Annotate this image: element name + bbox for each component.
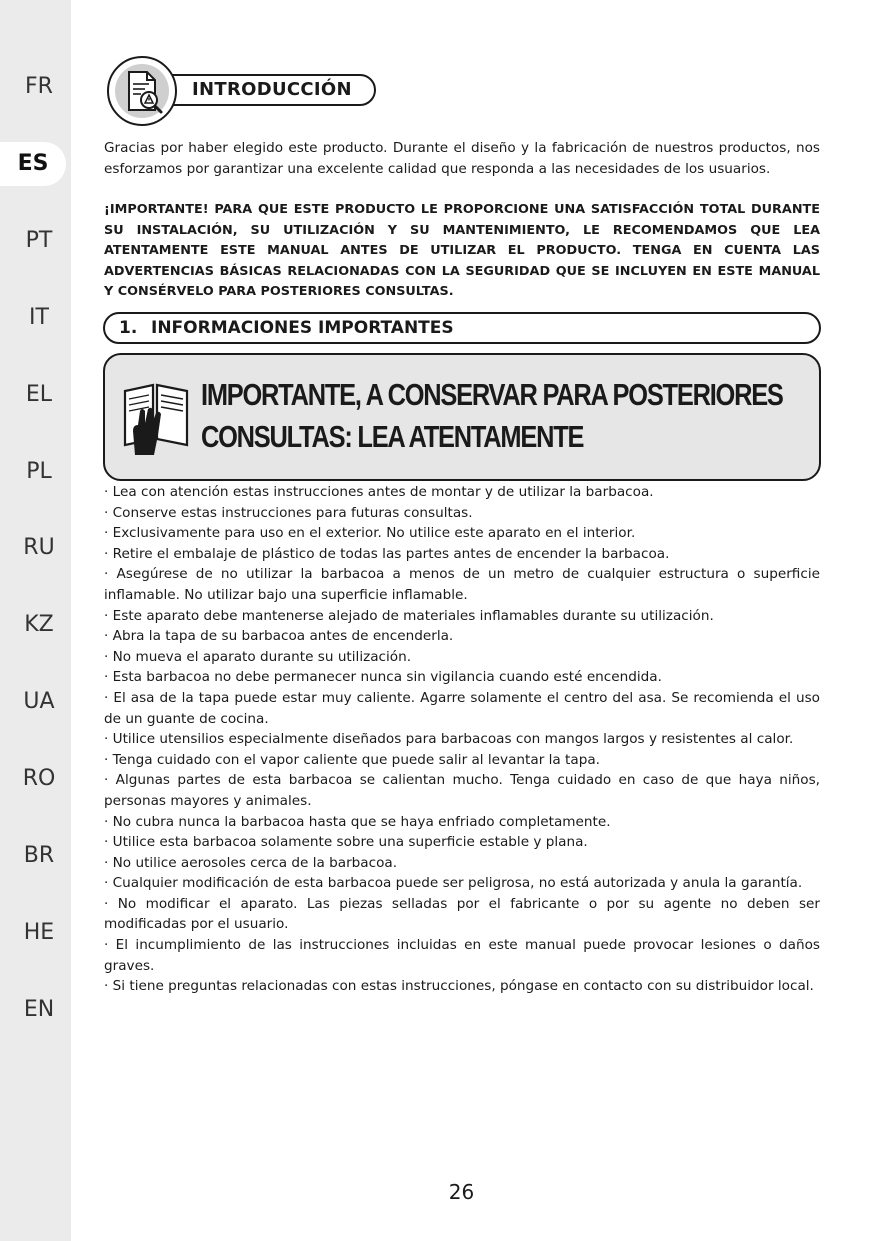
- lang-tab-en[interactable]: EN: [23, 997, 55, 1022]
- list-item: · Lea con atención estas instrucciones antes de montar y de utilizar la barbacoa.: [104, 484, 654, 500]
- lang-tab-it[interactable]: IT: [29, 305, 49, 330]
- warning-line-1: IMPORTANTE, A CONSERVAR PARA POSTERIORES: [201, 377, 783, 412]
- list-item: · Utilice utensilios especialmente diseñados para barbacoas con mangos largos y resistentes al calor.: [104, 731, 794, 748]
- lang-tab-ru[interactable]: RU: [23, 535, 55, 560]
- lang-tab-fr[interactable]: FR: [25, 74, 53, 99]
- list-item: · Esta barbacoa no debe permanecer nunca sin vigilancia cuando esté encendida.: [104, 669, 662, 686]
- introduction-title: INTRODUCCIÓN: [192, 79, 352, 100]
- list-item: · No mueva el aparato durante su utilización.: [104, 648, 412, 665]
- instructions-list: [104, 482, 820, 997]
- list-item: · Abra la tapa de su barbacoa antes de encenderla.: [104, 628, 454, 645]
- page-number: 26: [448, 1180, 475, 1204]
- manual-reading-hand-icon: [121, 377, 191, 457]
- list-item: · Retire el embalaje de plástico de todas las partes antes de encender la barbacoa.: [104, 545, 670, 562]
- intro-paragraph: Gracias por haber elegido este producto. Durante el diseño y la fabricación de nuestros productos, nos esforzamos por garantizar una excelente calidad que responda a las necesidades de los usuarios.: [104, 140, 820, 177]
- list-item: · No utilice aerosoles cerca de la barbacoa.: [104, 854, 398, 871]
- section-number: 1.: [119, 318, 138, 338]
- list-item: · Tenga cuidado con el vapor caliente que puede salir al levantar la tapa.: [104, 751, 600, 768]
- list-item: · Si tiene preguntas relacionadas con estas instrucciones, póngase en contacto con su distribuidor local.: [104, 978, 814, 995]
- list-item: · El incumplimiento de las instrucciones incluidas en este manual puede provocar lesiones o daños graves.: [104, 937, 820, 974]
- section-header: [103, 312, 821, 344]
- language-sidebar: [0, 0, 71, 1241]
- list-item: · Cualquier modificación de esta barbacoa puede ser peligrosa, no está autorizada y anula la garantía.: [104, 875, 803, 892]
- list-item: · No modificar el aparato. Las piezas selladas por el fabricante o por su agente no deben ser modificadas por el usuario.: [104, 895, 820, 933]
- lang-tab-kz[interactable]: KZ: [24, 612, 54, 637]
- important-notice: ¡IMPORTANTE! PARA QUE ESTE PRODUCTO LE PROPORCIONE UNA SATISFACCIÓN TOTAL DURANTE SU INSTALACIÓN, SU UTILIZACIÓN Y SU MANTENIMIENTO, LE RECOMENDAMOS QUE LEA ATENTAMENTE ESTE MANUAL ANTES DE UTILIZAR EL PRODUCTO. TENGA EN CUENTA LAS ADVERTENCIAS BÁSICAS RELACIONADAS CON LA SEGURIDAD QUE SE INCLUYEN EN ESTE MANUAL Y CONSÉRVELO PARA POSTERIORES CONSULTAS.: [104, 202, 820, 299]
- list-item: · El asa de la tapa puede estar muy caliente. Agarre solamente el centro del asa. Se recomienda el uso de un guante de cocina.: [104, 689, 820, 727]
- list-item: · Este aparato debe mantenerse alejado de materiales inflamables durante su utilización.: [104, 607, 714, 624]
- list-item: · Algunas partes de esta barbacoa se calientan mucho. Tenga cuidado en caso de que haya niños, personas mayores y animales.: [104, 772, 820, 809]
- lang-tab-br[interactable]: BR: [23, 843, 55, 868]
- warning-box: [103, 353, 821, 481]
- lang-tab-ro[interactable]: RO: [22, 766, 56, 791]
- section-title: INFORMACIONES IMPORTANTES: [151, 318, 454, 338]
- lang-tab-he[interactable]: HE: [23, 920, 55, 945]
- lang-tab-ua[interactable]: UA: [23, 689, 55, 714]
- list-item: · Conserve estas instrucciones para futuras consultas.: [104, 504, 473, 521]
- lang-tab-el[interactable]: EL: [25, 382, 53, 407]
- warning-line-2: CONSULTAS: LEA ATENTAMENTE: [201, 419, 584, 454]
- list-item: · Utilice esta barbacoa solamente sobre una superficie estable y plana.: [104, 834, 588, 851]
- lang-tab-pt[interactable]: PT: [25, 228, 53, 253]
- introduction-header: [160, 74, 376, 106]
- lang-tab-pl[interactable]: PL: [26, 459, 52, 484]
- document-warning-magnifier-icon: [107, 56, 177, 126]
- lang-tab-es[interactable]: ES: [0, 142, 66, 186]
- list-item: · No cubra nunca la barbacoa hasta que se haya enfriado completamente.: [104, 813, 611, 830]
- list-item: · Exclusivamente para uso en el exterior. No utilice este aparato en el interior.: [104, 525, 636, 542]
- list-item: · Asegúrese de no utilizar la barbacoa a menos de un metro de cualquier estructura o superficie inflamable. No utilizar bajo una superficie inflamable.: [104, 566, 820, 603]
